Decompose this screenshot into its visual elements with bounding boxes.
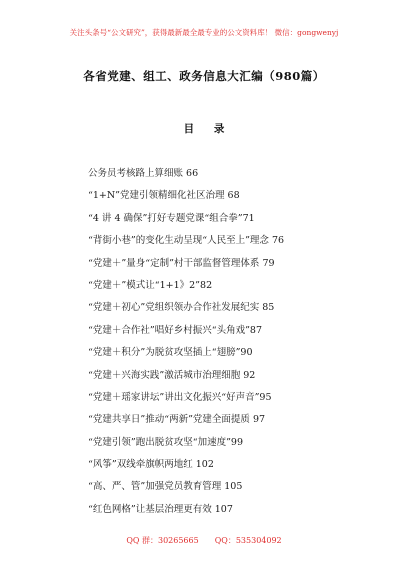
footer-qq-group: QQ 群：30265665 <box>126 536 199 545</box>
toc-list <box>88 163 284 521</box>
toc-item[interactable]: “党建＋合作社”唱好乡村振兴“头角戏”87 <box>88 324 263 336</box>
toc-item[interactable]: “党建引领”跑出脱贫攻坚“加速度”99 <box>88 436 244 448</box>
toc-item[interactable]: 公务员考核路上算细账 66 <box>88 168 199 179</box>
header-promo-note: 关注头条号“公文研究”，获得最新最全最专业的公文资料库！ 微信：gongwenyj <box>69 28 339 37</box>
toc-item[interactable]: “党建＋积分”为脱贫攻坚插上“翅膀”90 <box>88 347 253 359</box>
footer-contact <box>0 535 408 546</box>
toc-item[interactable]: “1+N”党建引领精细化社区治理 68 <box>88 190 240 202</box>
toc-item[interactable]: “党建＋”量身“定制”村干部监督管理体系 79 <box>88 257 275 269</box>
toc-item[interactable]: “背街小巷”的变化生动呈现“人民至上”理念 76 <box>88 235 285 247</box>
toc-item[interactable]: “高、严、管”加强党员教育管理 105 <box>88 481 243 493</box>
toc-item[interactable]: “4 讲 4 确保”打好专题党课“组合拳”71 <box>88 212 255 224</box>
toc-item[interactable]: “党建共享日”推动“两新”党建全面提质 97 <box>88 414 266 426</box>
toc-item[interactable]: “党建＋兴海实践”激活城市治理细胞 92 <box>88 369 256 381</box>
toc-item[interactable]: “红色网格”让基层治理更有效 107 <box>88 503 233 515</box>
toc-heading: 目 录 <box>183 123 233 135</box>
toc-item[interactable]: “党建＋”模式让“1+1》2”82 <box>88 279 213 291</box>
toc-item[interactable]: “党建＋瑶家讲坛”讲出文化振兴“好声音”95 <box>88 391 272 403</box>
document-title: 各省党建、组工、政务信息大汇编（980篇） <box>83 69 325 83</box>
toc-item[interactable]: “风筝”双线牵旗帜两地红 102 <box>88 459 214 471</box>
footer-qq: QQ：535304092 <box>214 536 282 545</box>
toc-item[interactable]: “党建＋初心”党组织领办合作社发展纪实 85 <box>88 302 275 314</box>
